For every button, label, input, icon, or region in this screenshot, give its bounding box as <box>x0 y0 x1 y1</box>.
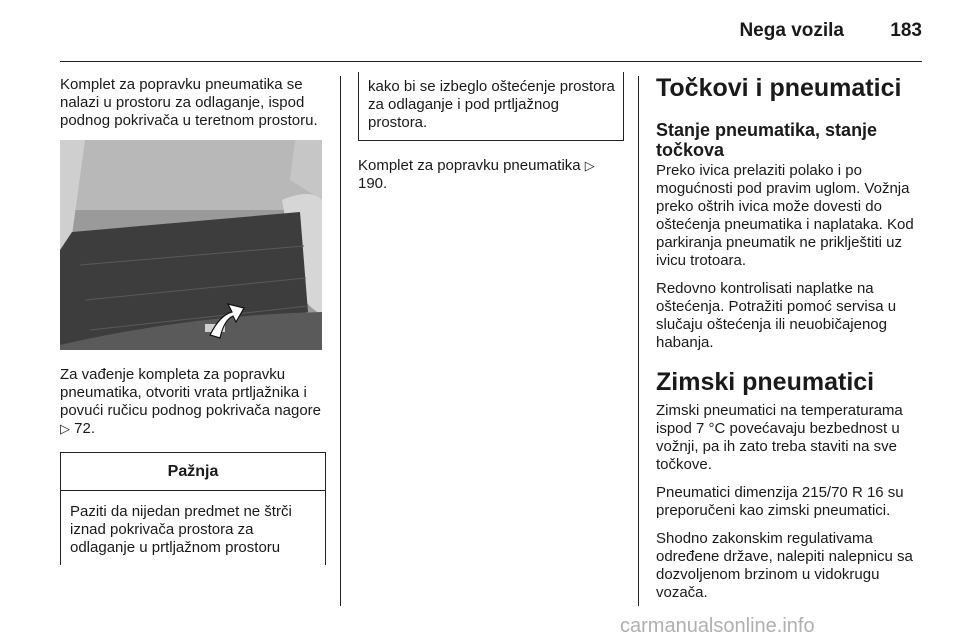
reference-triangle-icon: ▷ <box>584 158 595 173</box>
page-number: 183 <box>890 20 922 41</box>
reference-triangle-icon: ▷ <box>60 421 70 436</box>
cargo-floor-illustration <box>60 140 322 350</box>
warning-text: Paziti da nijedan predmet ne štrči iznad pokrivača prostora za odlaganje u prtljažnom prostoru <box>70 503 292 556</box>
paragraph <box>358 157 624 193</box>
page-reference[interactable]: 72. <box>74 420 96 437</box>
warning-box <box>60 452 326 565</box>
warning-text: kako bi se izbeglo oštećenje prostora za odlaganje i pod prtljažnog prostora. <box>368 78 615 131</box>
section-heading: Točkovi i pneumatici <box>656 74 902 102</box>
page-header <box>60 14 922 62</box>
column-divider <box>340 76 341 606</box>
paragraph: Komplet za popravku pneumatika se nalazi u prostoru za odlaganje, ispod podnog pokrivača u teretnom prostoru. <box>60 76 318 129</box>
paragraph: Preko ivica prelaziti polako i po mogućnosti pod pravim uglom. Vožnja preko oštrih ivica može dovesti do oštećenja pneumatika i naplataka. Kod parkiranja pneumatik ne priklještiti uz ivicu trotoara. <box>656 162 914 269</box>
paragraph: Shodno zakonskim regulativama određene države, nalepiti nalepnicu sa dozvoljenom brzinom u vidokrugu vozača. <box>656 530 913 601</box>
page-reference[interactable]: 190. <box>358 175 388 192</box>
section-title: Nega vozila <box>739 20 844 41</box>
column-right <box>656 76 924 612</box>
section-heading: Zimski pneumatici <box>656 368 875 396</box>
paragraph-text: Za vađenje kompleta za popravku pneumatika, otvoriti vrata prtljažnika i povući ručicu podnog pokrivača nagore <box>60 366 321 419</box>
subsection-heading: Stanje pneumatika, stanje točkova <box>656 120 878 160</box>
column-left <box>60 76 326 565</box>
watermark: carmanualsonline.info <box>620 615 815 637</box>
cargo-floor-photo <box>60 140 322 350</box>
warning-box-continued <box>358 72 624 141</box>
paragraph: Zimski pneumatici na temperaturama ispod 7 °C povećavaju bezbednost u vožnji, pa ih zato treba staviti na sve točkove. <box>656 402 903 473</box>
paragraph: Redovno kontrolisati naplatke na oštećenja. Potražiti pomoć servisa u slučaju oštećenja ili neuobičajenog habanja. <box>656 280 897 351</box>
column-middle <box>358 76 624 203</box>
column-divider <box>638 76 639 606</box>
warning-title: Pažnja <box>61 453 325 491</box>
paragraph: Pneumatici dimenzija 215/70 R 16 su preporučeni kao zimski pneumatici. <box>656 484 904 519</box>
paragraph-text: Komplet za popravku pneumatika <box>358 157 585 174</box>
paragraph <box>60 366 326 438</box>
